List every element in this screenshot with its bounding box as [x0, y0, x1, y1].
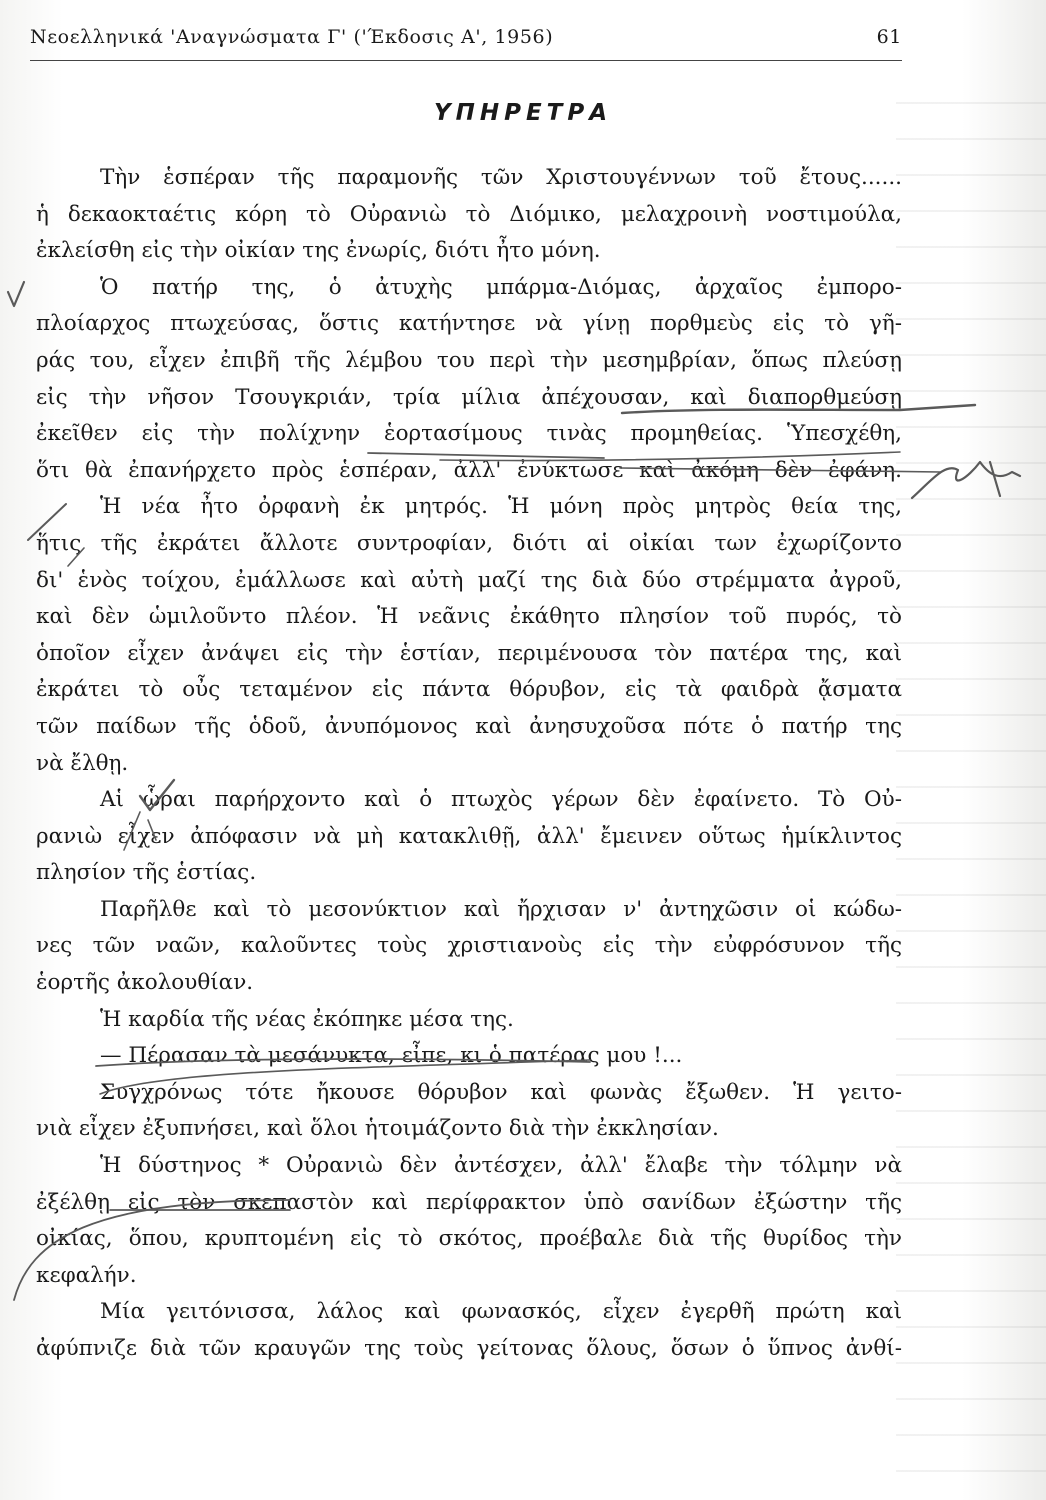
text-line: ὅτι θὰ ἐπανήρχετο πρὸς ἑσπέραν, ἀλλ' ἐνύκτωσε καὶ ἀκόμη δὲν ἐφάνη.: [36, 457, 902, 483]
text-line: ἀφύπνιζε διὰ τῶν κραυγῶν της τοὺς γείτονας ὅλους, ὅσων ὁ ὕπνος ἀνθί-: [36, 1336, 902, 1361]
text-line: νιὰ εἶχεν ἐξυπνήσει, καὶ ὅλοι ἡτοιμάζοντο διὰ τὴν ἐκκλησίαν.: [36, 1116, 719, 1142]
page-number: 61: [876, 26, 902, 48]
text-line: οἰκίας, ὅπου, κρυπτομένη εἰς τὸ σκότος, προέβαλε διὰ τῆς θυρίδος τὴν: [36, 1226, 902, 1252]
text-line: ὁποῖον εἶχεν ἀνάψει εἰς τὴν ἑστίαν, περιμένουσα τὸν πατέρα της, καὶ: [36, 640, 902, 666]
text-line: Ἡ νέα ἦτο ὀρφανὴ ἐκ μητρός. Ἡ μόνη πρὸς μητρὸς θεία της,: [100, 494, 902, 520]
text-line: Ἡ καρδία τῆς νέας ἐκόπηκε μέσα της.: [100, 1006, 514, 1032]
text-line: κεφαλήν.: [36, 1262, 137, 1288]
running-title: Νεοελληνικά 'Αναγνώσματα Γ' ('Έκδοσις Α', 1956): [30, 26, 554, 48]
text-line: Ἡ δύστηνος * Οὐρανιὼ δὲν ἀντέσχεν, ἀλλ' ἔλαβε τὴν τόλμην νὰ: [100, 1153, 902, 1179]
text-line: ἐκεῖθεν εἰς τὴν πολίχνην ἑορτασίμους τινὰς προμηθείας. Ὑπεσχέθη,: [36, 421, 902, 447]
text-line: Ὁ πατήρ της, ὁ ἀτυχὴς μπάρμα-Διόμας, ἀρχαῖος ἐμπορο-: [100, 274, 902, 300]
text-line: ἥτις τῆς ἐκράτει ἄλλοτε συντροφίαν, διότι αἱ οἰκίαι των ἐχωρίζοντο: [36, 530, 902, 556]
text-line: νες τῶν ναῶν, καλοῦντες τοὺς χριστιανοὺς εἰς τὴν εὐφρόσυνον τῆς: [36, 933, 902, 959]
text-line: ἐκράτει τὸ οὖς τεταμένον εἰς πάντα θόρυβον, εἰς τὰ φαιδρὰ ᾄσματα: [36, 677, 902, 703]
show-through-text: [896, 80, 1046, 1500]
text-line: εἰς τὴν νῆσον Τσουγκριάν, τρία μίλια ἀπέχουσαν, καὶ διαπορθμεύσῃ: [36, 384, 902, 410]
text-line: πλοίαρχος πτωχεύσας, ὅστις κατήντησε νὰ γίνῃ πορθμεὺς εἰς τὸ γῆ-: [36, 311, 902, 337]
running-header: [30, 26, 902, 61]
text-line: — Πέρασαν τὰ μεσάνυκτα, εἶπε, κι ὁ πατέρας μου !...: [100, 1043, 683, 1069]
text-line: καὶ δὲν ὡμιλοῦντο πλέον. Ἡ νεᾶνις ἐκάθητο πλησίον τοῦ πυρός, τὸ: [36, 604, 902, 630]
text-line: πλησίον τῆς ἑστίας.: [36, 860, 257, 886]
text-line: Συγχρόνως τότε ἤκουσε θόρυβον καὶ φωνὰς ἔξωθεν. Ἡ γειτο-: [100, 1079, 902, 1105]
check-mark-icon: [8, 282, 24, 306]
text-line: ρανιὼ εἶχεν ἀπόφασιν νὰ μὴ κατακλιθῇ, ἀλλ' ἔμεινεν οὕτως ἡμίκλιντος: [36, 823, 902, 849]
text-line: ράς του, εἶχεν ἐπιβῆ τῆς λέμβου του περὶ τὴν μεσημβρίαν, ὅπως πλεύσῃ: [36, 347, 902, 373]
text-line: Παρῆλθε καὶ τὸ μεσονύκτιον καὶ ἤρχισαν ν' ἀντηχῶσιν οἱ κώδω-: [100, 896, 902, 922]
text-line: ἑορτῆς ἀκολουθίαν.: [36, 970, 254, 996]
text-line: ἐκλείσθη εἰς τὴν οἰκίαν της ἐνωρίς, διότι ἦτο μόνη.: [36, 238, 601, 264]
text-line: τῶν παίδων τῆς ὁδοῦ, ἀνυπόμονος καὶ ἀνησυχοῦσα πότε ὁ πατήρ της: [36, 713, 902, 739]
text-line: ἐξέλθῃ εἰς τὸν σκεπαστὸν καὶ περίφρακτον ὑπὸ σανίδων ἐξώστην τῆς: [36, 1189, 902, 1215]
article-body: [36, 160, 902, 1368]
text-line: ἡ δεκαοκταέτις κόρη τὸ Οὐρανιὼ τὸ Διόμικο, μελαχροινὴ νοστιμούλα,: [36, 201, 902, 227]
text-line: νὰ ἔλθῃ.: [36, 750, 129, 776]
text-line: Μία γειτόνισσα, λάλος καὶ φωνασκός, εἶχεν ἐγερθῆ πρώτη καὶ: [100, 1299, 902, 1325]
text-line: Τὴν ἑσπέραν τῆς παραμονῆς τῶν Χριστουγέννων τοῦ ἔτους......: [100, 165, 902, 190]
text-line: δι' ἑνὸς τοίχου, ἐμάλλωσε καὶ αὐτὴ μαζί της διὰ δύο στρέμματα ἀγροῦ,: [36, 567, 902, 593]
article-title: ΥΠΗΡΕΤΡΑ: [433, 100, 613, 126]
text-line: Αἱ ὧραι παρήρχοντο καὶ ὁ πτωχὸς γέρων δὲν ἐφαίνετο. Τὸ Οὐ-: [100, 787, 902, 813]
